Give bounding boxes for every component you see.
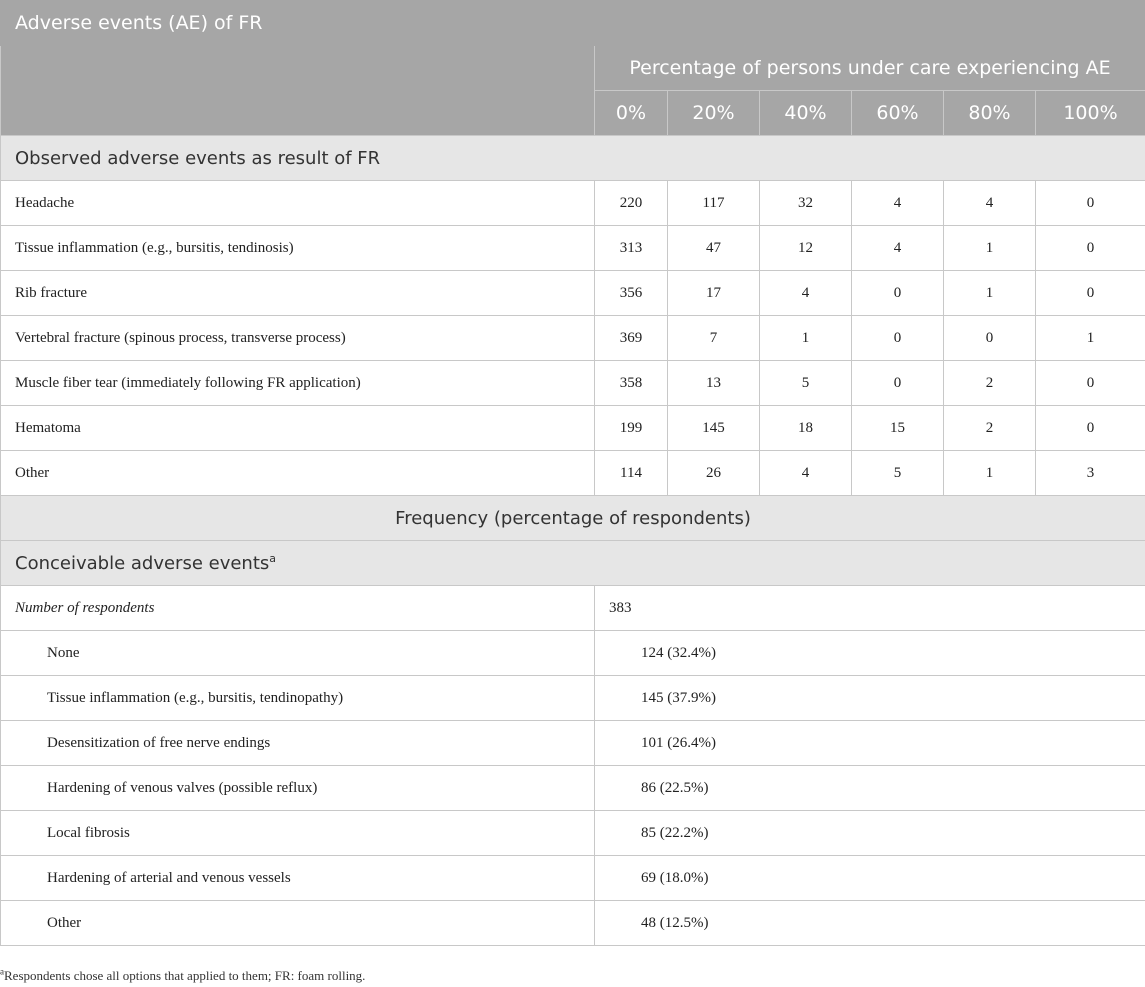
cell-value: 145 — [668, 406, 760, 451]
cell-value: 0 — [1036, 361, 1145, 406]
row-label: Tissue inflammation (e.g., bursitis, tendinopathy) — [1, 676, 595, 721]
cell-value: 0 — [944, 316, 1036, 361]
table-row — [1, 271, 1145, 316]
cell-value: 1 — [944, 271, 1036, 316]
cell-value: 86 (22.5%) — [595, 766, 1145, 811]
row-label: Other — [1, 451, 595, 496]
cell-value: 114 — [595, 451, 668, 496]
cell-value: 0 — [852, 316, 944, 361]
row-label: Muscle fiber tear (immediately following FR application) — [1, 361, 595, 406]
section-row-conceivable — [1, 541, 1145, 586]
cell-value: 4 — [760, 451, 852, 496]
cell-value: 12 — [760, 226, 852, 271]
row-label: Local fibrosis — [1, 811, 595, 856]
cell-value: 69 (18.0%) — [595, 856, 1145, 901]
row-label: Hardening of venous valves (possible reflux) — [1, 766, 595, 811]
cell-value: 2 — [944, 361, 1036, 406]
table-row — [1, 676, 1145, 721]
row-label: Hematoma — [1, 406, 595, 451]
cell-value: 199 — [595, 406, 668, 451]
cell-value: 124 (32.4%) — [595, 631, 1145, 676]
cell-value: 1 — [760, 316, 852, 361]
section-label-conceivable — [1, 541, 1145, 586]
respondents-value: 383 — [595, 586, 1145, 631]
conceivable-rows — [1, 631, 1145, 946]
cell-value: 48 (12.5%) — [595, 901, 1145, 946]
table-row — [1, 631, 1145, 676]
cell-value: 358 — [595, 361, 668, 406]
cell-value: 0 — [852, 271, 944, 316]
table-row — [1, 361, 1145, 406]
cell-value: 7 — [668, 316, 760, 361]
table-row — [1, 811, 1145, 856]
row-label: Tissue inflammation (e.g., bursitis, tendinosis) — [1, 226, 595, 271]
table-row — [1, 901, 1145, 946]
cell-value: 356 — [595, 271, 668, 316]
cell-value: 5 — [760, 361, 852, 406]
cell-value: 1 — [944, 451, 1036, 496]
frequency-row — [1, 496, 1145, 541]
cell-value: 101 (26.4%) — [595, 721, 1145, 766]
cell-value: 47 — [668, 226, 760, 271]
column-header: 80% — [944, 91, 1036, 136]
respondents-label: Number of respondents — [1, 586, 595, 631]
footnote-marker: a — [269, 551, 277, 565]
row-label: Hardening of arterial and venous vessels — [1, 856, 595, 901]
cell-value: 13 — [668, 361, 760, 406]
cell-value: 0 — [1036, 406, 1145, 451]
cell-value: 117 — [668, 181, 760, 226]
row-label: Vertebral fracture (spinous process, transverse process) — [1, 316, 595, 361]
row-label: None — [1, 631, 595, 676]
cell-value: 1 — [944, 226, 1036, 271]
cell-value: 4 — [944, 181, 1036, 226]
cell-value: 1 — [1036, 316, 1145, 361]
row-label: Headache — [1, 181, 595, 226]
section-label-observed: Observed adverse events as result of FR — [1, 136, 1145, 181]
column-header: 0% — [595, 91, 668, 136]
table-row — [1, 226, 1145, 271]
cell-value: 0 — [1036, 271, 1145, 316]
header-group-row — [1, 46, 1145, 91]
table-row — [1, 406, 1145, 451]
column-header: 100% — [1036, 91, 1145, 136]
table-title: Adverse events (AE) of FR — [1, 1, 1145, 46]
frequency-label: Frequency (percentage of respondents) — [1, 496, 1145, 541]
table-row — [1, 721, 1145, 766]
column-header: 40% — [760, 91, 852, 136]
cell-value: 17 — [668, 271, 760, 316]
cell-value: 5 — [852, 451, 944, 496]
footnote-text: Respondents chose all options that applied to them; FR: foam rolling. — [4, 968, 366, 983]
table-row — [1, 316, 1145, 361]
cell-value: 0 — [1036, 226, 1145, 271]
section-label-text: Conceivable adverse events — [15, 552, 270, 574]
cell-value: 15 — [852, 406, 944, 451]
table-row — [1, 451, 1145, 496]
header-group-label: Percentage of persons under care experiencing AE — [595, 46, 1145, 91]
cell-value: 32 — [760, 181, 852, 226]
cell-value: 369 — [595, 316, 668, 361]
section-row-observed — [1, 136, 1145, 181]
row-label: Desensitization of free nerve endings — [1, 721, 595, 766]
footnote-marker: a — [0, 966, 4, 977]
header-blank-cell — [1, 46, 595, 136]
respondents-row — [1, 586, 1145, 631]
cell-value: 0 — [852, 361, 944, 406]
cell-value: 0 — [1036, 181, 1145, 226]
cell-value: 220 — [595, 181, 668, 226]
table-row — [1, 181, 1145, 226]
cell-value: 145 (37.9%) — [595, 676, 1145, 721]
cell-value: 26 — [668, 451, 760, 496]
column-header: 60% — [852, 91, 944, 136]
column-header: 20% — [668, 91, 760, 136]
table-footnote — [0, 968, 365, 984]
cell-value: 4 — [852, 181, 944, 226]
cell-value: 313 — [595, 226, 668, 271]
cell-value: 18 — [760, 406, 852, 451]
table-title-row — [1, 1, 1145, 46]
cell-value: 85 (22.2%) — [595, 811, 1145, 856]
table-row — [1, 856, 1145, 901]
row-label: Other — [1, 901, 595, 946]
cell-value: 2 — [944, 406, 1036, 451]
observed-rows — [1, 181, 1145, 496]
cell-value: 4 — [760, 271, 852, 316]
cell-value: 4 — [852, 226, 944, 271]
row-label: Rib fracture — [1, 271, 595, 316]
table-row — [1, 766, 1145, 811]
cell-value: 3 — [1036, 451, 1145, 496]
